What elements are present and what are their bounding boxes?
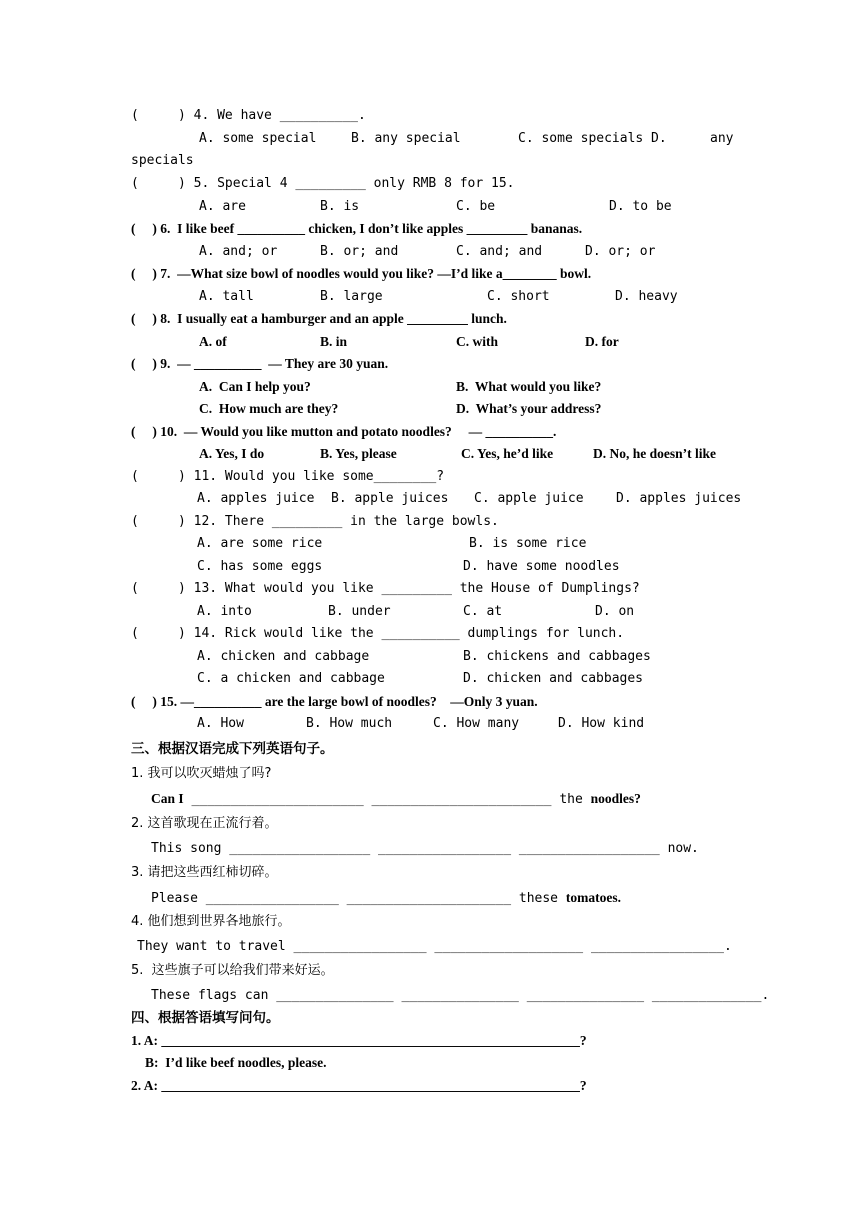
question-11-option-c: C. apple juice [474, 491, 584, 506]
item-5-start: These flags can [151, 988, 269, 1003]
question-6-option-b: B. or; and [320, 244, 399, 259]
question-10-option-a: A. Yes, I do [199, 446, 265, 461]
question-8-stem: ( ) 8. I usually eat a hamburger and an apple _________ lunch. [131, 311, 507, 326]
question-12-option-c: C. has some eggs [197, 559, 323, 574]
question-14-option-b: B. chickens and cabbages [463, 649, 651, 664]
section-3-item-2-chinese: 2. 这首歌现在正流行着。 [131, 816, 278, 831]
question-9-option-a: A. Can I help you? [199, 379, 311, 394]
question-14-stem: ( ) 14. Rick would like the __________ dumplings for lunch. [131, 626, 625, 641]
question-14-option-d: D. chicken and cabbages [463, 671, 644, 686]
question-15-option-a: A. How [197, 716, 244, 731]
question-11-option-b: B. apple juices [331, 491, 449, 506]
question-15-option-c: C. How many [433, 716, 520, 731]
item-2-end: now. [667, 841, 699, 856]
question-12-option-d: D. have some noodles [463, 559, 620, 574]
item-5-blanks: _______________ _______________ _______________ ______________. [276, 988, 770, 1003]
item-3-bold-end: tomatoes. [565, 890, 621, 905]
question-13-stem: ( ) 13. What would you like _________ the House of Dumplings? [131, 581, 640, 596]
question-12-stem: ( ) 12. There _________ in the large bowls. [131, 514, 499, 529]
section-3-item-1-english [151, 791, 641, 808]
item-1-blanks: ______________________ _______________________ [191, 792, 552, 807]
question-7-option-a: A. tall [199, 289, 254, 304]
section-4-title: 四、根据答语填写问句。 [131, 1010, 280, 1026]
question-13-option-d: D. on [595, 604, 635, 619]
question-15-option-b: B. How much [306, 716, 393, 731]
section-4-line-3: 2. A: ______________________________________________________________? [131, 1078, 587, 1093]
question-7-option-d: D. heavy [615, 289, 678, 304]
question-10-option-b: B. Yes, please [320, 446, 397, 461]
question-9-option-b: B. What would you like? [456, 379, 602, 394]
question-7-stem: ( ) 7. —What size bowl of noodles would you like? —I’d like a________ bowl. [131, 266, 592, 281]
section-3-item-2-english [151, 841, 699, 857]
question-11-stem: ( ) 11. Would you like some________? [131, 469, 445, 484]
section-3-item-3-english [151, 890, 621, 907]
question-6-stem: ( ) 6. I like beef __________ chicken, I don’t like apples _________ bananas. [131, 221, 583, 236]
question-14-option-c: C. a chicken and cabbage [197, 671, 385, 686]
section-3-item-4-chinese: 4. 他们想到世界各地旅行。 [131, 914, 291, 929]
item-2-start: This song [151, 841, 222, 856]
item-1-start: Can I [151, 791, 184, 806]
question-13-option-c: C. at [463, 604, 503, 619]
question-8-option-d: D. for [585, 334, 619, 349]
question-10-stem: ( ) 10. — Would you like mutton and potato noodles? — __________. [131, 424, 557, 439]
question-6-option-c: C. and; and [456, 244, 543, 259]
question-14-option-a: A. chicken and cabbage [197, 649, 370, 664]
section-3-item-3-chinese: 3. 请把这些西红柿切碎。 [131, 865, 278, 880]
question-8-option-c: C. with [456, 334, 499, 349]
question-4-option-b: B. any special [351, 131, 461, 146]
question-5-option-c: C. be [456, 199, 496, 214]
item-4-start: They want to travel [137, 939, 286, 954]
question-4-option-c: C. some specials D. [518, 131, 667, 146]
question-11-option-d: D. apples juices [616, 491, 742, 506]
item-1-end: the [559, 792, 583, 807]
question-4-wrap: specials [131, 153, 194, 168]
question-12-option-a: A. are some rice [197, 536, 323, 551]
question-9-option-d: D. What’s your address? [456, 401, 602, 416]
question-9-option-c: C. How much are they? [199, 401, 339, 416]
section-3-item-1-chinese: 1. 我可以吹灭蜡烛了吗? [131, 766, 272, 781]
question-10-option-d: D. No, he doesn’t like [593, 446, 717, 461]
question-5-option-d: D. to be [609, 199, 672, 214]
section-3-item-5-chinese: 5. 这些旗子可以给我们带来好运。 [131, 963, 334, 978]
question-6-option-a: A. and; or [199, 244, 278, 259]
item-3-blanks: _________________ _____________________ [205, 891, 512, 906]
question-7-option-c: C. short [487, 289, 550, 304]
question-10-option-c: C. Yes, he’d like [461, 446, 554, 461]
item-4-blanks: _________________ ___________________ _________________. [293, 939, 732, 954]
question-6-option-d: D. or; or [585, 244, 656, 259]
section-4-line-1: 1. A: ______________________________________________________________? [131, 1033, 587, 1048]
question-4-option-a: A. some special [199, 131, 317, 146]
section-3-item-4-english [137, 939, 732, 955]
question-5-option-a: A. are [199, 199, 246, 214]
section-4-line-2: B: I’d like beef noodles, please. [145, 1055, 327, 1070]
question-4-stem: ( ) 4. We have __________. [131, 108, 366, 123]
item-1-bold-end: noodles? [590, 791, 641, 806]
question-11-option-a: A. apples juice [197, 491, 315, 506]
question-5-option-b: B. is [320, 199, 360, 214]
question-13-option-a: A. into [197, 604, 252, 619]
item-2-blanks: __________________ _________________ __________________ [229, 841, 660, 856]
item-3-start: Please [151, 891, 198, 906]
question-8-option-b: B. in [320, 334, 348, 349]
section-3-title: 三、根据汉语完成下列英语句子。 [131, 741, 334, 757]
question-13-option-b: B. under [328, 604, 391, 619]
question-7-option-b: B. large [320, 289, 383, 304]
item-3-end: these [518, 891, 559, 906]
question-8-option-a: A. of [199, 334, 227, 349]
question-9-stem: ( ) 9. — __________ — They are 30 yuan. [131, 356, 389, 371]
question-12-option-b: B. is some rice [469, 536, 587, 551]
question-4-option-d: any [710, 131, 734, 146]
question-15-stem: ( ) 15. —__________ are the large bowl of noodles? —Only 3 yuan. [131, 694, 538, 709]
question-15-option-d: D. How kind [558, 716, 645, 731]
section-3-item-5-english [151, 988, 769, 1004]
question-5-stem: ( ) 5. Special 4 _________ only RMB 8 for 15. [131, 176, 515, 191]
